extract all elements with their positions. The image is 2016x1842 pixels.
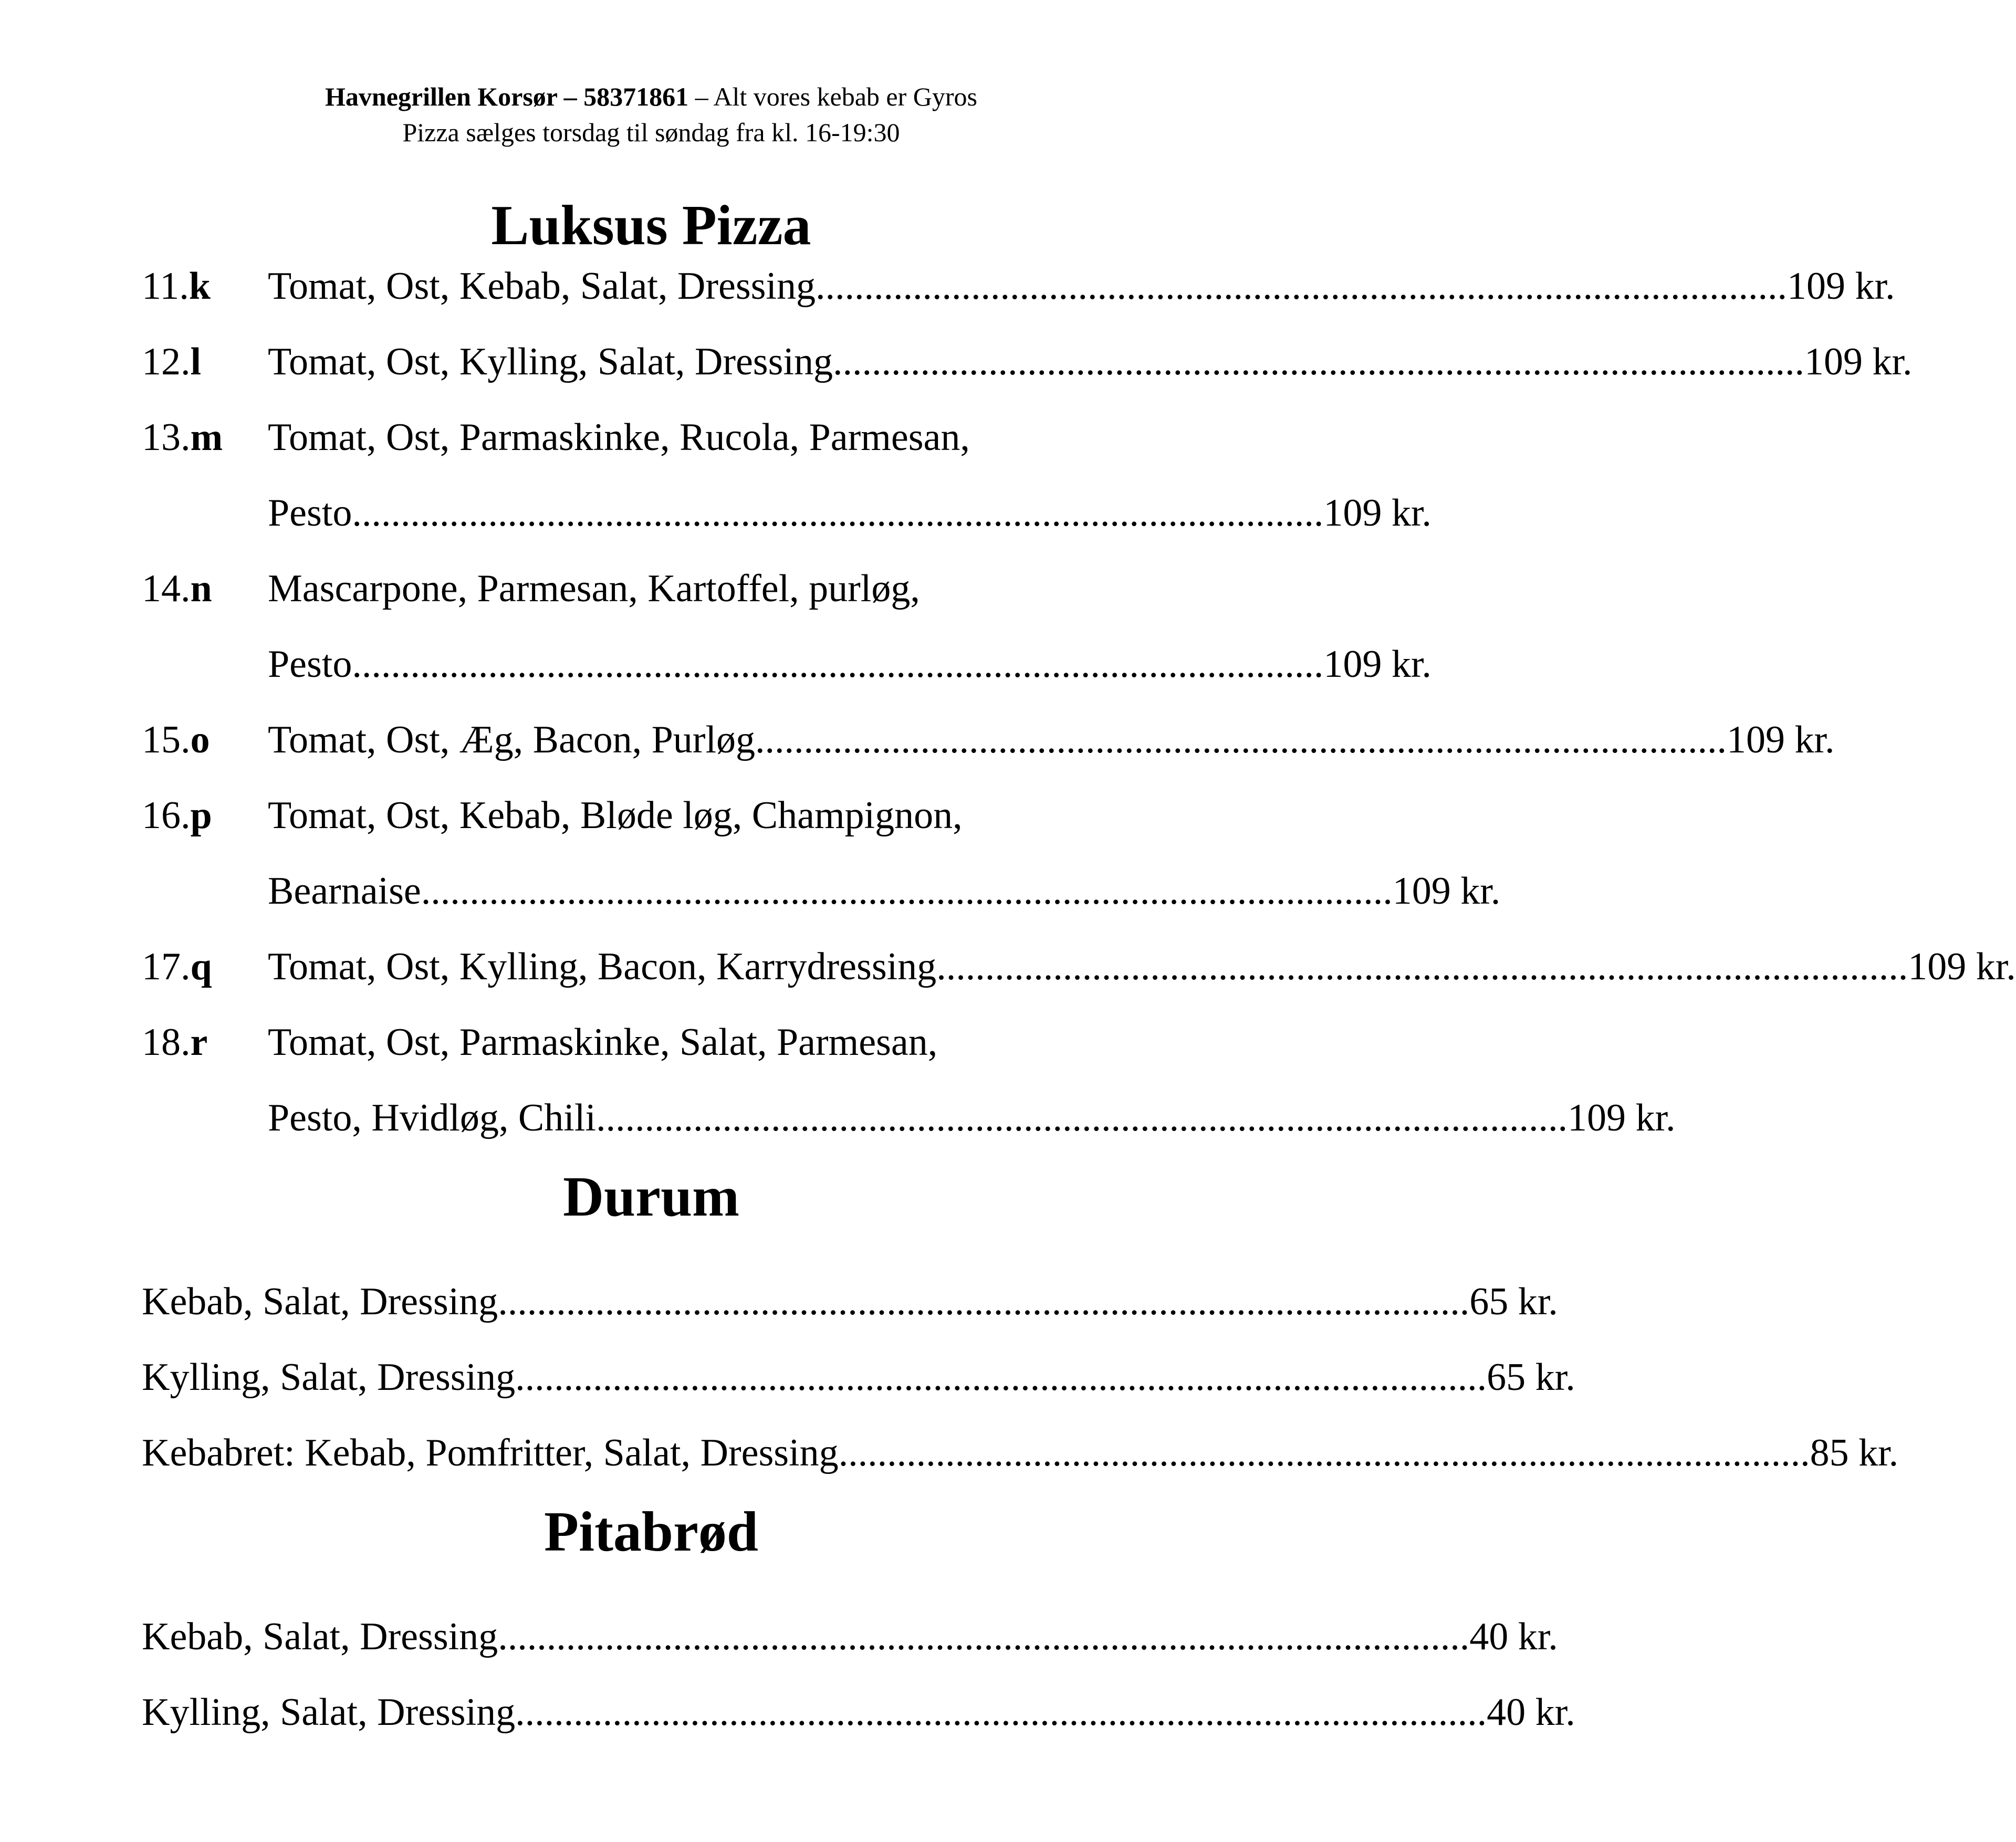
pizza-item-13	[142, 415, 1162, 460]
dot-leader: ....................................................................................................	[515, 1691, 1487, 1734]
item-ingredients: Pesto, Hvidløg, Chili	[268, 1096, 596, 1139]
item-leader	[142, 1614, 1558, 1659]
item-leader	[268, 490, 1432, 536]
item-number: 12.l	[142, 340, 202, 383]
pizza-section-title: Luksus Pizza	[491, 194, 811, 257]
item-price: 109 kr.	[1392, 870, 1501, 913]
item-price: 109 kr.	[1787, 265, 1895, 308]
item-ingredients: Kebab, Salat, Dressing	[142, 1615, 498, 1658]
header-dash-2: –	[688, 82, 714, 111]
dot-leader: ....................................................................................................	[596, 1096, 1568, 1139]
item-leader	[142, 1355, 1575, 1400]
pizza-item-14-cont	[142, 642, 1432, 687]
durum-item-2	[142, 1355, 1575, 1400]
dot-leader: ....................................................................................................	[352, 643, 1324, 686]
item-price: 40 kr.	[1469, 1615, 1558, 1658]
item-number: 15.o	[142, 718, 210, 761]
pita-item-2	[142, 1690, 1575, 1735]
pizza-item-16	[142, 793, 1162, 838]
item-ingredients: Bearnaise	[268, 870, 421, 913]
item-leader	[268, 1095, 1676, 1140]
pizza-item-14	[142, 566, 1162, 611]
pizza-item-18	[142, 1020, 1162, 1065]
durum-item-1	[142, 1279, 1558, 1324]
pizza-hours: Pizza sælges torsdag til søndag fra kl. 16-19:30	[402, 118, 900, 147]
item-ingredients: Tomat, Ost, Kebab, Bløde løg, Champignon,	[268, 794, 963, 837]
item-price: 109 kr.	[1908, 945, 2016, 988]
pizza-item-18-cont	[142, 1095, 1676, 1140]
pizza-item-15	[142, 717, 1835, 762]
item-ingredients: Pesto	[268, 643, 352, 686]
item-number: 16.p	[142, 794, 212, 837]
item-price: 109 kr.	[1323, 491, 1432, 535]
header-line-1	[0, 79, 1302, 114]
durum-section-title: Durum	[562, 1166, 740, 1228]
pizza-item-17	[142, 944, 2016, 989]
pizza-item-11	[142, 264, 1895, 309]
item-ingredients: Mascarpone, Parmesan, Kartoffel, purløg,	[268, 567, 920, 610]
item-leader	[142, 1690, 1575, 1735]
pita-item-1	[142, 1614, 1558, 1659]
item-leader	[268, 717, 1835, 762]
item-number: 17.q	[142, 945, 212, 988]
gyros-note: Alt vores kebab er Gyros	[713, 82, 977, 111]
item-leader	[268, 868, 1501, 914]
item-leader	[268, 339, 1913, 384]
item-ingredients: Tomat, Ost, Æg, Bacon, Purløg	[268, 718, 755, 761]
item-ingredients: Pesto	[268, 491, 352, 535]
item-leader	[142, 1279, 1558, 1324]
pizza-item-12	[142, 339, 1913, 384]
phone-number: 58371861	[583, 82, 689, 111]
dot-leader: ....................................................................................................	[352, 491, 1324, 535]
item-ingredients: Kebabret: Kebab, Pomfritter, Salat, Dressing	[142, 1431, 839, 1474]
item-leader	[268, 944, 2016, 989]
dot-leader: ....................................................................................................	[832, 340, 1804, 383]
dot-leader: ....................................................................................................	[421, 870, 1393, 913]
dot-leader: ....................................................................................................	[498, 1615, 1470, 1658]
item-number: 18.r	[142, 1021, 208, 1064]
item-price: 65 kr.	[1469, 1280, 1558, 1323]
durum-item-3	[142, 1430, 1899, 1475]
dot-leader: ....................................................................................................	[838, 1431, 1810, 1474]
item-ingredients: Tomat, Ost, Kylling, Bacon, Karrydressing	[268, 945, 937, 988]
item-leader	[268, 264, 1895, 309]
item-ingredients: Kebab, Salat, Dressing	[142, 1280, 498, 1323]
item-price: 109 kr.	[1567, 1096, 1676, 1139]
item-ingredients: Tomat, Ost, Kebab, Salat, Dressing	[268, 265, 816, 308]
dot-leader: ....................................................................................................	[755, 718, 1727, 761]
dot-leader: ....................................................................................................	[515, 1356, 1487, 1399]
pita-section-title: Pitabrød	[544, 1501, 758, 1563]
item-ingredients: Tomat, Ost, Parmaskinke, Salat, Parmesan,	[268, 1021, 938, 1064]
dot-leader: ....................................................................................................	[498, 1280, 1470, 1323]
item-price: 109 kr.	[1804, 340, 1913, 383]
restaurant-name: Havnegrillen Korsør	[325, 82, 558, 111]
item-price: 65 kr.	[1487, 1356, 1575, 1399]
item-ingredients: Kylling, Salat, Dressing	[142, 1691, 516, 1734]
item-price: 85 kr.	[1810, 1431, 1899, 1474]
item-price: 109 kr.	[1323, 643, 1432, 686]
item-price: 40 kr.	[1487, 1691, 1575, 1734]
dot-leader: ....................................................................................................	[815, 265, 1787, 308]
item-number: 11.k	[142, 265, 211, 308]
pizza-item-13-cont	[142, 490, 1432, 536]
item-ingredients: Kylling, Salat, Dressing	[142, 1356, 516, 1399]
item-number: 14.n	[142, 567, 212, 610]
item-leader	[268, 642, 1432, 687]
pizza-item-16-cont	[142, 868, 1501, 914]
item-ingredients: Tomat, Ost, Parmaskinke, Rucola, Parmesan,	[268, 416, 970, 459]
item-ingredients: Tomat, Ost, Kylling, Salat, Dressing	[268, 340, 833, 383]
item-number: 13.m	[142, 416, 223, 459]
item-leader	[142, 1430, 1899, 1475]
header	[0, 79, 1302, 150]
item-price: 109 kr.	[1727, 718, 1835, 761]
header-dash-1: –	[557, 82, 584, 111]
dot-leader: ....................................................................................................	[936, 945, 1908, 988]
